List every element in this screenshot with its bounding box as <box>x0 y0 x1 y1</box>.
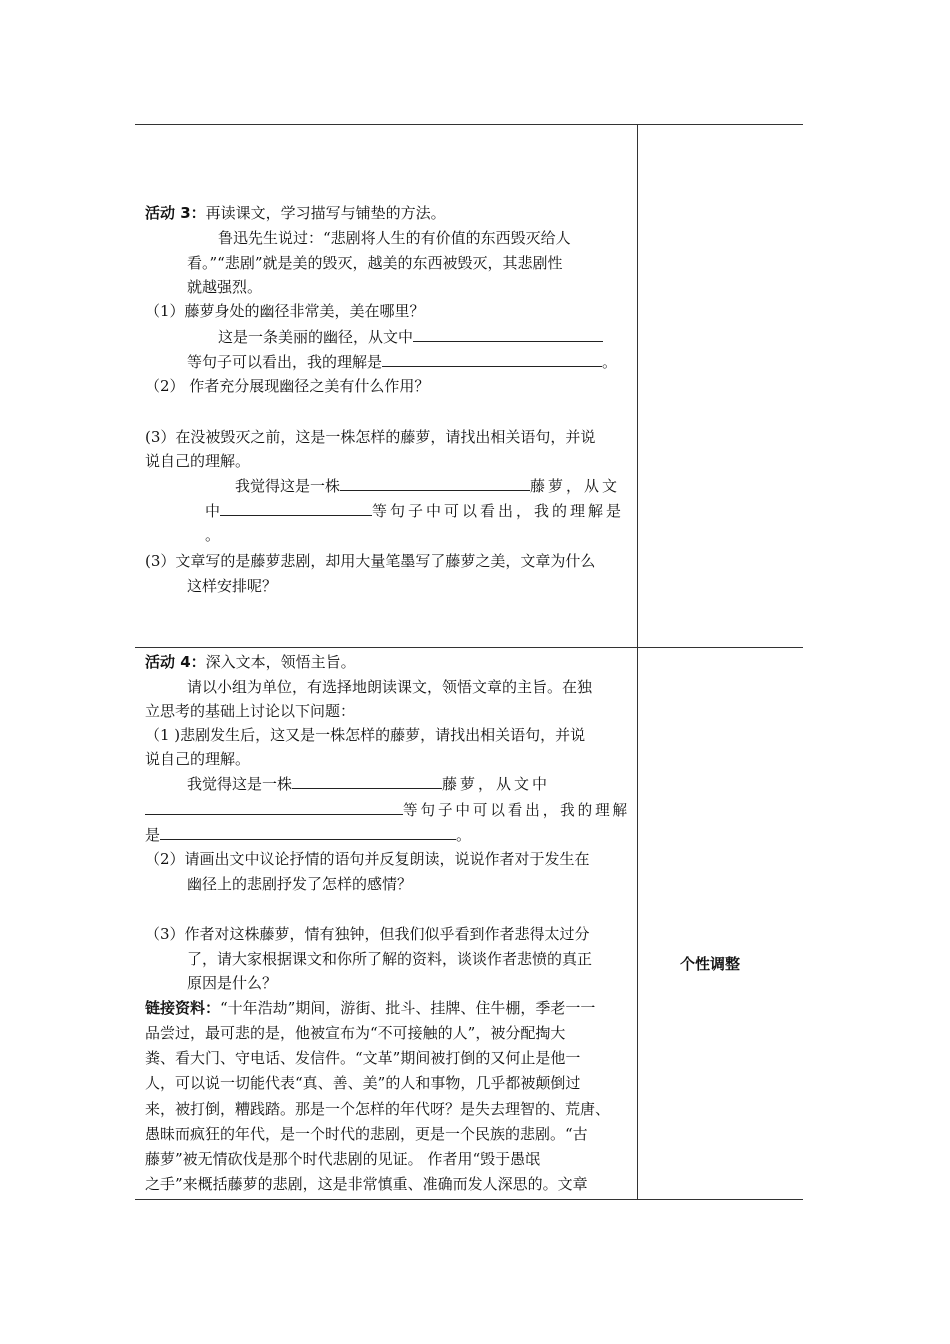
link-material-line7: 藤萝”被无情砍伐是那个时代悲剧的见证。 作者用“毁于愚氓 <box>145 1150 541 1168</box>
link-material-line3: 粪、看大门、守电话、发信件。“文革”期间被打倒的又何止是他一 <box>145 1049 581 1067</box>
activity4-question-3-line3: 原因是什么？ <box>187 974 278 992</box>
link-material-line6: 愚昧而疯狂的年代，是一个时代的悲剧，更是一个民族的悲剧。“古 <box>145 1125 588 1143</box>
activity4-q1-fill-a <box>187 774 550 794</box>
activity4-q1-fill-b <box>145 800 630 820</box>
activity3-q3-fill-b <box>205 501 624 521</box>
link-material-line1 <box>145 998 595 1018</box>
activity3-q3-fill-end: 。 <box>205 526 221 544</box>
link-material-line8: 之手”来概括藤萝的悲剧，这是非常慎重、准确而发人深思的。文章 <box>145 1175 588 1193</box>
activity3-question-4-line1: (3）文章写的是藤萝悲剧，却用大量笔墨写了藤萝之美，文章为什么 <box>145 552 596 570</box>
fill-text: 我觉得这是一株 <box>235 477 341 495</box>
activity4-heading-text: 深入文本，领悟主旨。 <box>205 653 356 671</box>
fill-text: 藤萝，从文 <box>530 477 621 495</box>
quote-line-3: 就越强烈。 <box>187 278 263 296</box>
activity4-question-1-line1: （1 )悲剧发生后，这又是一株怎样的藤萝，请找出相关语句，并说 <box>145 726 586 744</box>
activity4-question-3-line2: 了，请大家根据课文和你所了解的资料，谈谈作者悲愤的真正 <box>187 950 593 968</box>
column-divider <box>637 124 638 1199</box>
activity3-question-3-line2: 说自己的理解。 <box>145 452 251 470</box>
activity4-heading-line <box>145 652 356 672</box>
activity3-question-4-line2: 这样安排呢？ <box>187 577 278 595</box>
link-material-line5: 来，被打倒，糟践踏。那是一个怎样的年代呀？是失去理智的、荒唐、 <box>145 1100 611 1118</box>
activity4-intro-line2: 立思考的基础上讨论以下问题： <box>145 702 356 720</box>
fill-text: 等句子中可以看出，我的理解 <box>403 801 631 819</box>
activity3-heading: 活动 3： <box>145 204 206 222</box>
activity3-heading-text: 再读课文，学习描写与铺垫的方法。 <box>205 204 446 222</box>
fill-text: 是 <box>145 826 161 844</box>
activity4-question-2-line1: （2）请画出文中议论抒情的语句并反复朗读，说说作者对于发生在 <box>145 850 590 868</box>
answer-blank[interactable] <box>340 476 530 491</box>
activity4-q1-fill-c <box>145 825 471 845</box>
table-bottom-border <box>135 1199 803 1200</box>
table-top-border <box>135 124 803 125</box>
link-text: “十年浩劫”期间，游街、批斗、挂牌、住牛棚，季老一一 <box>220 999 596 1017</box>
activity3-question-3-line1: (3）在没被毁灭之前，这是一株怎样的藤萝，请找出相关语句，并说 <box>145 428 596 446</box>
fill-text: 藤萝，从文中 <box>442 775 551 793</box>
answer-blank[interactable] <box>145 800 403 815</box>
activity4-heading: 活动 4： <box>145 653 206 671</box>
activity4-intro-line1: 请以小组为单位，有选择地朗读课文，领悟文章的主旨。在独 <box>187 678 593 696</box>
quote-line-1: 鲁迅先生说过：“悲剧将人生的有价值的东西毁灭给人 <box>218 229 571 247</box>
activity3-question-1: （1）藤萝身处的幽径非常美，美在哪里？ <box>145 302 425 320</box>
answer-blank[interactable] <box>382 352 602 367</box>
fill-text: 我觉得这是一株 <box>187 775 293 793</box>
fill-text: 等句子中可以看出，我的理解是 <box>372 502 625 520</box>
link-material-line2: 品尝过，最可悲的是，他被宣布为“不可接触的人”，被分配掏大 <box>145 1024 566 1042</box>
fill-end: 。 <box>602 353 618 371</box>
activity3-heading-line <box>145 203 446 223</box>
answer-blank[interactable] <box>292 774 442 789</box>
link-material-label: 链接资料： <box>145 999 221 1017</box>
quote-line-2: 看。”“悲剧”就是美的毁灭，越美的东西被毁灭，其悲剧性 <box>187 254 563 272</box>
answer-blank[interactable] <box>413 327 603 342</box>
activity3-question-2: （2） 作者充分展现幽径之美有什么作用？ <box>145 377 430 395</box>
fill-text: 中 <box>205 502 221 520</box>
activity3-q3-fill-a <box>235 476 620 496</box>
row-divider <box>135 647 803 648</box>
fill-text: 等句子可以看出，我的理解是 <box>187 353 383 371</box>
activity4-question-1-line2: 说自己的理解。 <box>145 750 251 768</box>
activity4-question-3-line1: （3）作者对这株藤萝，情有独钟，但我们似乎看到作者悲得太过分 <box>145 925 590 943</box>
activity4-question-2-line2: 幽径上的悲剧抒发了怎样的感情？ <box>187 875 413 893</box>
personal-adjustment-label: 个性调整 <box>680 955 741 973</box>
activity3-q1-fill-b <box>187 352 617 372</box>
fill-end: 。 <box>456 826 472 844</box>
activity3-q1-fill-a <box>218 327 603 347</box>
link-material-line4: 人，可以说一切能代表“真、善、美”的人和事物，几乎都被颠倒过 <box>145 1074 581 1092</box>
answer-blank[interactable] <box>220 501 372 516</box>
answer-blank[interactable] <box>160 825 456 840</box>
fill-text: 这是一条美丽的幽径，从文中 <box>218 328 414 346</box>
